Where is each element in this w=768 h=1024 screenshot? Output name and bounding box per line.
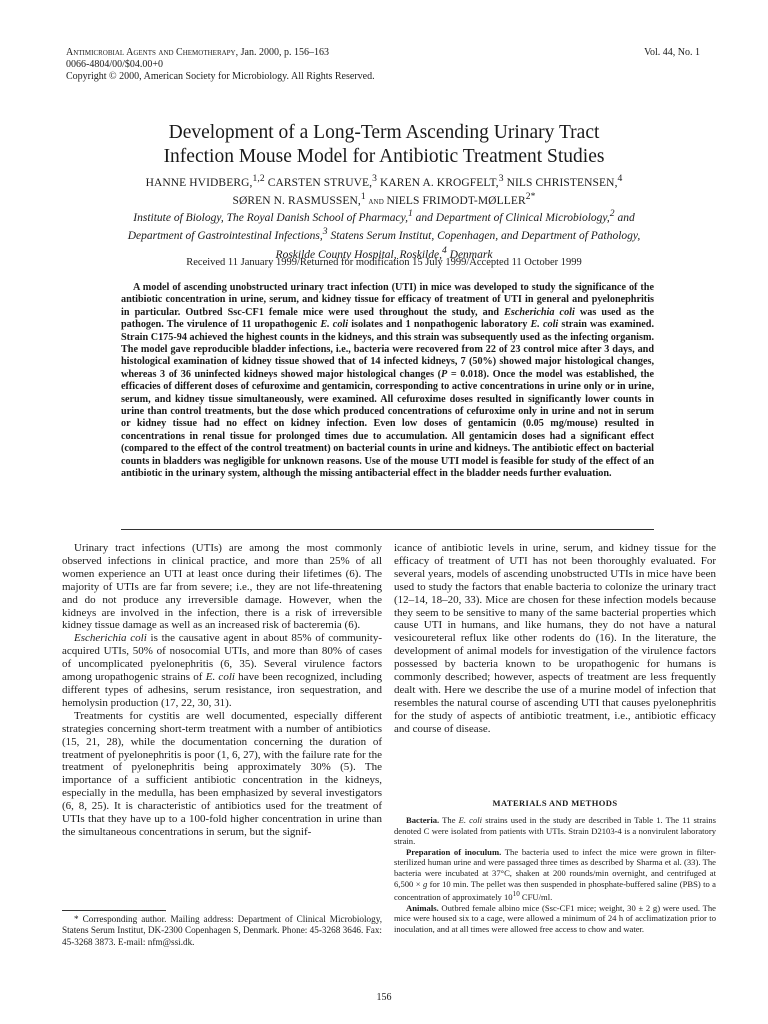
methods-inoculum-text-c: CFU/ml. xyxy=(519,892,553,903)
author-5-affil: 1 xyxy=(360,190,366,202)
methods-bacteria xyxy=(394,815,716,847)
abstract xyxy=(121,282,654,481)
intro-species-2: E. coli xyxy=(205,671,235,684)
affil-text-3: and xyxy=(614,211,635,224)
intro-paragraph-1: Urinary tract infections (UTIs) are among the most commonly observed infections in clinical practice, and more than 25% of all women experience an UTI at least once during their lifetimes (6). The majority of UTIs are far from severe; i.e., they are not life-threatening and do not produce any irreversible damage. However, when the kidneys are involved in the infection, there is a risk of irreversible kidney tissue damage as well as an increased risk of bacteremia (6). xyxy=(62,542,382,632)
affil-sup-1: 1 xyxy=(408,208,413,219)
abstract-text-5: = 0.018). Once the model was established, the efficacies of different doses of cefuroxime and gentamicin, corresponding to active concentrations in urine only or in urine, serum, and kidney tissue simultaneously, were examined. All cefuroxime doses resulted in significantly lower counts in urine than control treatments, but the dose which produced concentrations of cefuroxime only in urine and not in serum or kidney tissue had no effect on kidney infection. Even low doses of gentamicin (0.05 mg/mouse) resulted in concentrations in renal tissue for prolonged times due to accumulation. All gentamicin doses had a significant effect (compared to the effect of the control treatment) on bacterial counts in urine and kidneys. The antibiotic effect on bacterial counts in bladders was negligible for unknown reasons. Use of the mouse UTI model is feasible for study of the effect of an antibiotic in the urinary system, although the missing antibacterial effect in the bladder needs further evaluation. xyxy=(121,368,654,480)
intro-paragraph-2 xyxy=(62,632,382,709)
issn-code: 0066-4804/00/$04.00+0 xyxy=(66,59,164,70)
running-header xyxy=(66,47,375,83)
methods-exponent: 10 xyxy=(512,890,520,899)
affil-text-5: Statens Serum Institut, Copenhagen, and Department of Pathology, xyxy=(327,230,641,243)
methods-inoculum-text-b: for 10 min. The pellet was then suspended in phosphate-buffered saline (PBS) to a concentration of approximately 10 xyxy=(394,878,716,903)
author-6: NIELS FRIMODT-MØLLER xyxy=(386,194,526,207)
abstract-p-value: P xyxy=(441,368,448,380)
intro-p2-text-b: have been recognized, including different types of adhesins, serum resistance, iron sequestration, and hemolysin production (17, 22, 30, 31). xyxy=(62,671,382,709)
intro-p2-text-a: is the causative agent in about 85% of community-acquired UTIs, 50% of nosocomial UTIs, and more than 80% of cases of uncomplicated pyelonephritis (6, 35). Several virulence factors among uropathogenic strains of xyxy=(62,632,382,684)
author-and: and xyxy=(365,195,387,207)
methods-bacteria-label: Bacteria. xyxy=(406,815,440,825)
author-4: NILS CHRISTENSEN, xyxy=(503,176,618,189)
author-1: HANNE HVIDBERG, xyxy=(145,176,253,189)
title-line-2: Infection Mouse Model for Antibiotic Treatment Studies xyxy=(163,146,605,167)
affil-sup-4: 4 xyxy=(441,244,447,256)
methods-inoculum-text-a: The bacteria used to infect the mice were grown in filter-sterilized human urine and were passaged three times as described by Sharma et al. (33). The bacteria were incubated at 37°C, shaken at 200 rounds/min overnight, and centrifuged at 6,500 × xyxy=(394,846,716,889)
author-2: CARSTEN STRUVE, xyxy=(264,176,373,189)
abstract-divider xyxy=(121,529,654,530)
methods-section xyxy=(394,815,716,934)
footnote-divider xyxy=(62,910,166,911)
journal-citation: , Jan. 2000, p. 156–163 xyxy=(235,47,329,58)
author-3-affil: 3 xyxy=(498,173,504,184)
methods-animals-label: Animals. xyxy=(406,902,439,913)
intro-paragraph-3: Treatments for cystitis are well documented, especially different strategies concerning short-term treatment with a number of antibiotics (15, 21, 28), while the documentation concerning the duration of treatment of pyelonephritis is poor (1, 6, 27), with the failure rate for the treatment of pyelonephritis being approximately 30% (5). The importance of a sufficient antibiotic concentration in the kidneys, especially in the medulla, has been emphasized by several investigators (6, 8, 25). It is characteristic of antibiotics used for the treatment of UTIs that they have up to a 100-fold higher concentration in urine than the simultaneous concentrations in serum, but the signif- xyxy=(62,709,382,838)
methods-species: E. coli xyxy=(458,815,483,825)
journal-name: Antimicrobial Agents and Chemotherapy xyxy=(66,47,236,58)
methods-bacteria-text-a: The xyxy=(439,815,459,825)
author-list xyxy=(60,172,708,209)
affiliations xyxy=(90,207,678,262)
page-number: 156 xyxy=(376,992,392,1003)
abstract-species-2: E. coli xyxy=(320,319,349,331)
author-3: KAREN A. KROGFELT, xyxy=(377,176,499,189)
affil-sup-2: 2 xyxy=(609,208,615,219)
methods-inoculum xyxy=(394,847,716,903)
author-1-affil: 1,2 xyxy=(252,173,265,184)
copyright-line: Copyright © 2000, American Society for Microbiology. All Rights Reserved. xyxy=(66,71,375,82)
abstract-text-3: isolates and 1 nonpathogenic laboratory xyxy=(348,319,531,331)
affil-text-2: and Department of Clinical Microbiology, xyxy=(412,211,610,224)
abstract-species-1: Escherichia coli xyxy=(504,306,575,318)
left-column xyxy=(62,542,382,839)
abstract-text-4: strain was examined. Strain C175-94 achieved the highest counts in the kidneys, and this strain was subsequently used as the infecting organism. The model gave reproducible bladder infections, i.e., bacteria were recovered from 22 of 23 control mice after 3 days, and histological examination of kidney tissue showed that of 14 infected kidneys, 7 (50%) showed major histological changes, whereas 3 of 36 uninfected kidneys showed major histological changes ( xyxy=(121,319,654,380)
author-6-affil: 2* xyxy=(525,190,536,202)
affil-text-6: Roskilde County Hospital, Roskilde, xyxy=(275,248,442,261)
methods-g-unit: g xyxy=(422,878,428,889)
methods-animals xyxy=(394,903,716,935)
corresponding-author-footnote: * Corresponding author. Mailing address: Department of Clinical Microbiology, Statens Serum Institut, DK-2300 Copenhagen S, Denmark. Phone: 45-3268 3646. Fax: 45-3268 3873. E-mail: nfm@ssi.dk. xyxy=(62,914,382,947)
affil-text-4: Department of Gastrointestinal Infections, xyxy=(127,230,323,243)
section-heading: MATERIALS AND METHODS xyxy=(492,798,618,808)
author-4-affil: 4 xyxy=(617,173,623,184)
title-line-1: Development of a Long-Term Ascending Urinary Tract xyxy=(168,122,600,143)
methods-bacteria-text-b: strains used in the study are described in Table 1. The 11 strains denoted C were isolated from patients with UTIs. Strain D2103-4 is a nonvirulent laboratory strain. xyxy=(394,815,716,847)
abstract-species-3: E. coli xyxy=(530,319,559,331)
volume-label: Vol. 44, No. 1 xyxy=(644,47,700,58)
abstract-text-1: A model of ascending unobstructed urinary tract infection (UTI) in mice was developed to study the significance of the antibiotic concentration in urine, serum, and kidney tissue for efficacy of treatment of UTI in general and pyelonephritis in particular. Outbred Ssc-CF1 female mice were used throughout the study, and xyxy=(121,282,654,318)
right-column xyxy=(394,542,716,736)
affil-text-7: Denmark xyxy=(446,248,493,261)
author-5: SØREN N. RASMUSSEN, xyxy=(232,194,361,207)
intro-paragraph-4: icance of antibiotic levels in urine, serum, and kidney tissue for the efficacy of treatment of UTI has not been thoroughly evaluated. For several years, models of ascending unobstructed UTIs in mice have been used to study the factors that enable bacteria to colonize the urinary tract (12–14, 18–20, 33). Mice are chosen for these infection models because they seem to be sensitive to many of the same bacterial properties which cause UTI in humans, and like humans, they do not have a natural vesicoureteral reflux like other rodents do (16). In the literature, the development of animal models for investigation of the virulence factors possessed by bacteria known to be uropathogenic for humans is commonly described; however, aspects of treatment are less frequently dealt with. Here we describe the use of a murine model of infection that resembles the natural course of ascending UTI that causes pyelonephritis for the study of aspects of antibiotic treatment, i.e., antibiotic efficacy and course of disease. xyxy=(394,542,716,735)
intro-species-1: Escherichia coli xyxy=(74,632,147,645)
affil-sup-3: 3 xyxy=(322,226,328,238)
methods-animals-text: Outbred female albino mice (Ssc-CF1 mice; weight, 30 ± 2 g) were used. The mice were housed six to a cage, were allowed a minimum of 24 h of acclimatization prior to inoculation, and at all times were allowed free access to chow and water. xyxy=(394,902,716,934)
abstract-text-2: was used as the pathogen. The virulence of 11 uropathogenic xyxy=(121,306,655,331)
author-2-affil: 3 xyxy=(372,173,378,184)
received-dates: Received 11 January 1999/Returned for modification 15 July 1999/Accepted 11 October 1999 xyxy=(186,257,582,268)
paper-title xyxy=(60,121,708,169)
affil-text-1: Institute of Biology, The Royal Danish School of Pharmacy, xyxy=(133,211,408,224)
methods-inoculum-label: Preparation of inoculum. xyxy=(406,846,502,857)
